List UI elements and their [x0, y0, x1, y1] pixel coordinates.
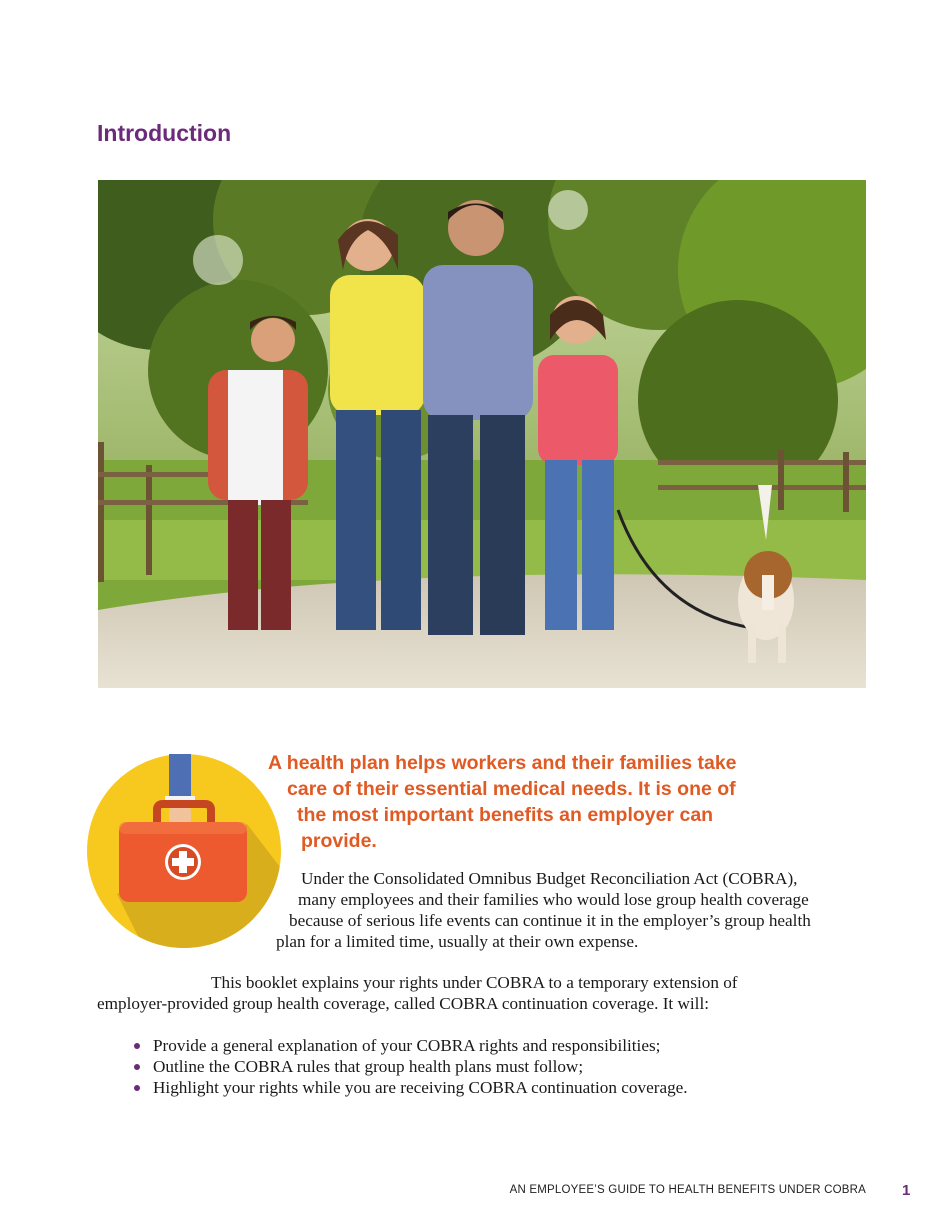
list-item — [133, 1077, 688, 1098]
cobra-intro-paragraph — [276, 868, 866, 952]
first-aid-kit-icon — [87, 754, 281, 948]
pull-quote-line: A health plan helps workers and their families take — [268, 752, 737, 774]
list-item — [133, 1056, 688, 1077]
footer-guide-title: AN EMPLOYEE’S GUIDE TO HEALTH BENEFITS UNDER COBRA — [509, 1184, 866, 1196]
bullet-dot-icon — [134, 1085, 140, 1091]
list-item-text: Provide a general explanation of your COBRA rights and responsibilities; — [153, 1036, 661, 1055]
pull-quote-line: provide. — [301, 830, 377, 852]
bullet-dot-icon — [134, 1064, 140, 1070]
list-item — [133, 1035, 688, 1056]
paragraph-line: employer-provided group health coverage, called COBRA continuation coverage. It will: — [97, 994, 710, 1013]
paragraph-line: many employees and their families who would lose group health coverage — [298, 890, 809, 909]
pull-quote-line: the most important benefits an employer can — [297, 804, 714, 826]
pull-quote-line: care of their essential medical needs. It is one of — [287, 778, 736, 800]
paragraph-line: because of serious life events can continue it in the employer’s group health — [289, 911, 811, 930]
booklet-bullet-list — [133, 1035, 688, 1098]
paragraph-line: plan for a limited time, usually at their own expense. — [276, 932, 639, 951]
pull-quote — [268, 750, 868, 854]
paragraph-line: This booklet explains your rights under COBRA to a temporary extension of — [211, 973, 738, 992]
page-title: Introduction — [97, 120, 232, 146]
page-number: 1 — [902, 1182, 911, 1199]
booklet-paragraph — [97, 972, 867, 1014]
family-walking-photo — [98, 180, 866, 688]
list-item-text: Outline the COBRA rules that group health plans must follow; — [153, 1057, 584, 1076]
bullet-dot-icon — [134, 1043, 140, 1049]
paragraph-line: Under the Consolidated Omnibus Budget Reconciliation Act (COBRA), — [301, 869, 798, 888]
list-item-text: Highlight your rights while you are receiving COBRA continuation coverage. — [153, 1078, 688, 1097]
